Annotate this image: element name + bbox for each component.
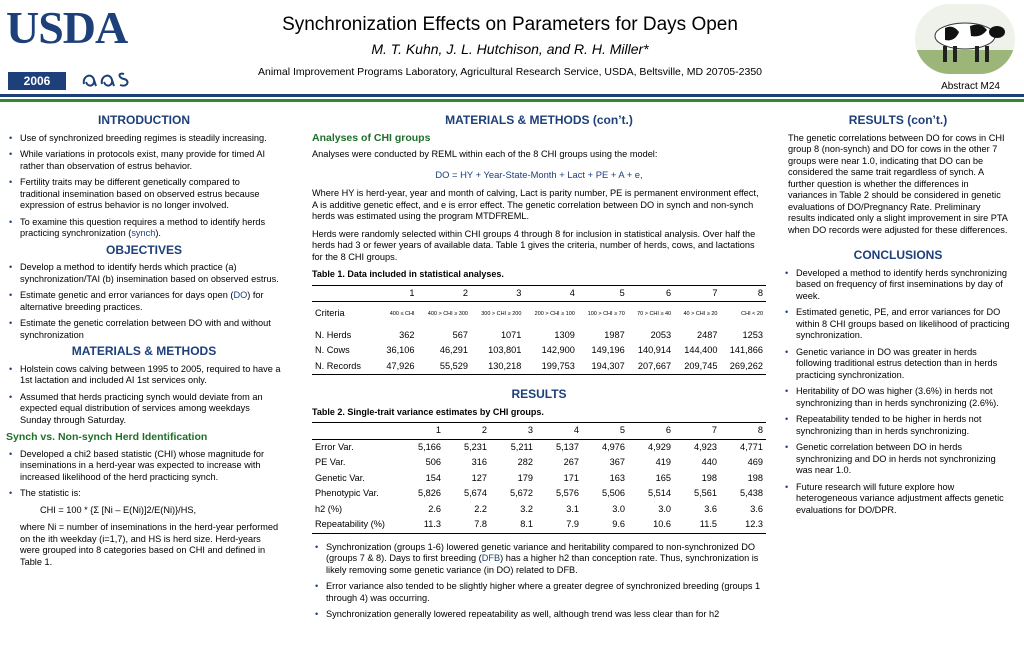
list-item: • Assumed that herds practicing synch would deviate from an expected equal distribution of services among weekdays Sunday through Saturday. bbox=[6, 392, 282, 427]
header-rule-green bbox=[0, 99, 1024, 102]
table-header-cell bbox=[312, 285, 378, 302]
list-item: • Error variance also tended to be slightly higher where a greater degree of synchronized breeding (groups 1 through 4) was occurring. bbox=[312, 581, 766, 604]
usda-logo: USDA bbox=[6, 2, 128, 53]
table-row bbox=[312, 471, 766, 487]
table-cell: 5,514 bbox=[648, 488, 671, 498]
list-item: • While variations in protocols exist, many provide for timed AI rather than observation of estrus behavior. bbox=[6, 149, 282, 172]
materials-methods-cont-heading: MATERIALS & METHODS (con’t.) bbox=[445, 113, 633, 127]
table-header-cell: 8 bbox=[721, 285, 767, 302]
list-item: • Genetic correlation between DO in herds synchronizing and DO in herds not synchronizing was near 1.0. bbox=[782, 442, 1014, 477]
table-cell: 400 > CHI ≥ 300 bbox=[427, 311, 468, 317]
text: ) has a higher h2 than conception rate. Thus, synchronization is likely removing some genetic variance (in DO) related to DFB. bbox=[326, 553, 759, 575]
table-cell: 163 bbox=[609, 472, 625, 483]
table-cell: 5,674 bbox=[464, 488, 487, 498]
table-cell: 4,976 bbox=[602, 441, 625, 452]
abstract-label: Abstract M24 bbox=[941, 81, 1000, 92]
table-cell: 300 > CHI ≥ 200 bbox=[481, 311, 522, 317]
list-item: • Future research will future explore how heterogeneous variance adjustment affects genetic evaluations for DO/DPR. bbox=[782, 482, 1014, 517]
right-column bbox=[782, 112, 1014, 521]
table2-caption: Table 2. Single-trait variance estimates by CHI groups. bbox=[312, 406, 544, 417]
results-heading: RESULTS bbox=[511, 387, 567, 401]
table-header-cell: 4 bbox=[524, 285, 577, 302]
row-label: N. Herds bbox=[315, 329, 352, 340]
list-item: • Estimate the genetic correlation between DO with and without synchronization bbox=[6, 318, 282, 341]
list-item bbox=[6, 217, 282, 240]
text: Synchronization (groups 1-6) lowered genetic variance and heritability compared to non-synchronized DO (groups 7 & 8). Days to first breeding ( bbox=[326, 541, 755, 563]
list-item bbox=[6, 290, 282, 313]
chi-definition: where Ni = number of inseminations in the herd-year performed on the ith weekday (i=1,7), and HS is herd size. Herd-years were grouped into 8 categories based on CHI and defined in Table 1. bbox=[20, 522, 279, 567]
table-cell: 5,561 bbox=[694, 488, 717, 498]
center-column bbox=[312, 112, 766, 626]
table-cell: 3.2 bbox=[520, 503, 533, 514]
table-cell: 3.6 bbox=[704, 503, 717, 514]
list-item: • Holstein cows calving between 1995 to 2005, required to have a 1st lactation and included AI 1st services only. bbox=[6, 364, 282, 387]
table-cell: 1309 bbox=[554, 329, 575, 340]
table-cell: 154 bbox=[425, 472, 441, 483]
text: ) for alternative breeding practices. bbox=[20, 290, 264, 312]
table-cell: 3.0 bbox=[658, 503, 671, 514]
list-item: • Repeatability tended to be higher in herds not synchronizing than in herds synchronizing. bbox=[782, 414, 1014, 437]
table-header-cell: 3 bbox=[490, 423, 536, 440]
table-header-cell: 6 bbox=[628, 423, 674, 440]
table-cell: 7.8 bbox=[444, 517, 490, 533]
table-cell: 269,262 bbox=[721, 359, 767, 375]
table-header-cell bbox=[312, 423, 398, 440]
table-cell: 440 bbox=[701, 457, 717, 467]
table-row bbox=[312, 439, 766, 455]
table-cell: 140,914 bbox=[637, 345, 672, 355]
table-row bbox=[312, 517, 766, 533]
row-label: N. Records bbox=[312, 359, 378, 375]
results-cont-heading: RESULTS (con’t.) bbox=[848, 113, 948, 127]
table-cell: 282 bbox=[517, 457, 533, 467]
table-cell: 367 bbox=[609, 457, 625, 467]
table-cell: 5,231 bbox=[464, 441, 487, 452]
conclusions-list bbox=[782, 268, 1014, 517]
table-cell: 10.6 bbox=[628, 517, 674, 533]
objectives-list bbox=[6, 262, 282, 341]
row-label: Repeatability (%) bbox=[312, 517, 398, 533]
table-cell: 8.1 bbox=[490, 517, 536, 533]
table-cell: 198 bbox=[701, 472, 717, 483]
table-cell: 3.6 bbox=[750, 503, 763, 514]
introduction-heading: INTRODUCTION bbox=[98, 113, 190, 127]
table2 bbox=[312, 422, 766, 534]
objectives-heading: OBJECTIVES bbox=[105, 242, 183, 257]
list-item: • Develop a method to identify herds which practice (a) synchronization/TAI (b) insemination based on observed estrus. bbox=[6, 262, 282, 285]
model-equation: DO = HY + Year-State-Month + Lact + PE + A + e, bbox=[435, 168, 643, 180]
table-cell: 5,137 bbox=[556, 441, 579, 452]
table-cell: 4,929 bbox=[648, 441, 671, 452]
paragraph: Analyses were conducted by REML within each of the 8 CHI groups using the model: bbox=[312, 149, 658, 159]
table-cell: 40 > CHI ≥ 20 bbox=[683, 311, 718, 317]
table-cell: 5,166 bbox=[418, 441, 441, 452]
table-header-cell: 4 bbox=[536, 423, 582, 440]
year-badge: 2006 bbox=[8, 72, 66, 90]
table-cell: 3.1 bbox=[566, 503, 579, 514]
table-header-cell: 1 bbox=[398, 423, 444, 440]
table-cell: 7.9 bbox=[536, 517, 582, 533]
table-row bbox=[312, 302, 766, 328]
results-list bbox=[312, 542, 766, 621]
table-cell: 200 > CHI ≥ 100 bbox=[534, 311, 575, 317]
table-cell: 47,926 bbox=[378, 359, 417, 375]
table-row bbox=[312, 328, 766, 344]
table-cell: 5,576 bbox=[556, 488, 579, 498]
table-cell: 165 bbox=[655, 472, 671, 483]
list-item: • The statistic is: bbox=[6, 488, 282, 500]
chi-formula: CHI = 100 * {Σ [Ni – E(Ni)]2/E(Ni)}/HS, bbox=[40, 504, 197, 515]
table-cell: 11.5 bbox=[674, 517, 720, 533]
table-cell: 5,826 bbox=[418, 488, 441, 498]
materials-list bbox=[6, 364, 282, 427]
table-cell: 142,900 bbox=[541, 345, 575, 355]
table-cell: 46,291 bbox=[439, 345, 468, 355]
table-cell: 362 bbox=[399, 329, 415, 340]
materials-methods-heading: MATERIALS & METHODS bbox=[71, 344, 217, 358]
table-cell: 3.0 bbox=[612, 503, 625, 514]
table-cell: 4,923 bbox=[694, 441, 717, 452]
table-cell: 5,438 bbox=[740, 488, 763, 498]
table-cell: 1987 bbox=[604, 329, 625, 340]
dfb-term: DFB bbox=[481, 553, 501, 563]
table-header-cell: 2 bbox=[444, 423, 490, 440]
table-cell: 5,672 bbox=[510, 488, 533, 498]
table-cell: 55,529 bbox=[417, 359, 470, 375]
table-header-cell: 8 bbox=[720, 423, 766, 440]
table-row bbox=[312, 502, 766, 518]
table-cell: 2053 bbox=[650, 329, 672, 340]
table-header-cell: 7 bbox=[674, 285, 720, 302]
row-label: h2 (%) bbox=[315, 503, 343, 514]
conclusions-heading: CONCLUSIONS bbox=[853, 248, 943, 262]
aas-logo-icon bbox=[80, 66, 132, 90]
introduction-list bbox=[6, 133, 282, 240]
table-cell: 36,106 bbox=[386, 345, 415, 355]
holstein-cow-photo bbox=[915, 4, 1015, 74]
list-item: • Genetic variance in DO was greater in herds following traditional estrus detection than in herds practicing synchronization. bbox=[782, 347, 1014, 382]
list-item: • Use of synchronized breeding regimes is steadily increasing. bbox=[6, 133, 282, 145]
table-cell: 194,307 bbox=[578, 359, 628, 375]
row-label: Phenotypic Var. bbox=[315, 488, 379, 498]
table-cell: 130,218 bbox=[471, 359, 524, 375]
table-cell: 267 bbox=[563, 457, 579, 467]
table-cell: 141,866 bbox=[729, 345, 763, 355]
table-cell: 207,667 bbox=[628, 359, 674, 375]
row-label: PE Var. bbox=[315, 457, 346, 467]
table-header-cell: 3 bbox=[471, 285, 524, 302]
do-term: DO bbox=[233, 290, 248, 300]
synch-identification-heading: Synch vs. Non-synch Herd Identification bbox=[6, 431, 208, 443]
table-cell: 2.2 bbox=[474, 503, 487, 514]
table-cell: 506 bbox=[425, 457, 441, 467]
table-cell: 1071 bbox=[500, 329, 522, 340]
table-cell: 316 bbox=[471, 457, 487, 467]
row-label: Criteria bbox=[315, 308, 345, 318]
synch-term: synch bbox=[131, 228, 156, 238]
table-header-cell: 1 bbox=[378, 285, 417, 302]
row-label: Error Var. bbox=[315, 441, 354, 452]
list-item: • Estimated genetic, PE, and error variances for DO within 8 CHI groups based on likelihood of practicing synchronization. bbox=[782, 307, 1014, 342]
table-cell: 127 bbox=[471, 472, 487, 483]
table-header-cell: 6 bbox=[628, 285, 674, 302]
table-cell: 9.6 bbox=[582, 517, 628, 533]
table-cell: 2487 bbox=[697, 329, 718, 340]
text: Estimate genetic and error variances for days open ( bbox=[20, 290, 234, 300]
poster-title: Synchronization Effects on Parameters for Days Open bbox=[282, 14, 738, 35]
table-cell: 198 bbox=[747, 472, 763, 483]
table-cell: 199,753 bbox=[524, 359, 577, 375]
table-cell: 2.6 bbox=[428, 503, 441, 514]
table-cell: 469 bbox=[747, 457, 763, 467]
row-label: Genetic Var. bbox=[315, 472, 365, 483]
table-cell: 144,400 bbox=[684, 345, 718, 355]
table-cell: 179 bbox=[517, 472, 533, 483]
text: To examine this question requires a method to identify herds practicing synchronization ( bbox=[20, 216, 266, 238]
table-cell: 171 bbox=[563, 472, 579, 483]
list-item: • Developed a chi2 based statistic (CHI) whose magnitude for inseminations in a herd-year was expected to increase with increased likelihood of the herd practicing synch. bbox=[6, 449, 282, 484]
table-cell: 400 ≤ CHI bbox=[389, 311, 415, 317]
table-row bbox=[312, 455, 766, 471]
list-item: • Synchronization generally lowered repeatability as well, although trend was less clear than for h2 bbox=[312, 609, 766, 621]
table-cell: 567 bbox=[452, 329, 468, 340]
paragraph: Herds were randomly selected within CHI groups 4 through 8 for inclusion in statistical analysis. Over half the herds had 3 or fewer years of available data. Table 1 gives the criteria, number of herds, cows, and lactations for the 8 CHI groups. bbox=[312, 228, 756, 262]
row-label: N. Cows bbox=[315, 345, 350, 355]
table-cell: CHI < 20 bbox=[741, 311, 763, 317]
table-cell: 149,196 bbox=[591, 345, 625, 355]
analyses-subheading: Analyses of CHI groups bbox=[312, 131, 431, 144]
table1 bbox=[312, 285, 766, 376]
table-cell: 70 > CHI ≥ 40 bbox=[637, 311, 672, 317]
table-cell: 100 > CHI ≥ 70 bbox=[587, 311, 625, 317]
table-cell: 12.3 bbox=[720, 517, 766, 533]
table-cell: 103,801 bbox=[488, 345, 522, 355]
authors: M. T. Kuhn, J. L. Hutchison, and R. H. Miller* bbox=[371, 41, 649, 57]
table-header-cell: 5 bbox=[578, 285, 628, 302]
table-cell: 4,771 bbox=[740, 441, 763, 452]
cow-icon bbox=[915, 4, 1015, 74]
header-rule-blue bbox=[0, 94, 1024, 97]
table-row bbox=[312, 486, 766, 502]
table-cell: 1253 bbox=[742, 329, 763, 340]
table-cell: 5,211 bbox=[510, 441, 533, 452]
table-cell: 11.3 bbox=[398, 517, 444, 533]
list-item: • Developed a method to identify herds synchronizing based on frequency of first inseminations by day of week. bbox=[782, 268, 1014, 303]
text: ). bbox=[155, 228, 161, 238]
list-item: • Heritability of DO was higher (3.6%) in herds not synchronizing than in herds synchronizing (2.6%). bbox=[782, 386, 1014, 409]
paragraph: The genetic correlations between DO for cows in CHI group 8 (non-synch) and DO for cows in the other 7 groups were near 1.0, indicating that DO can be considered the same trait regardless of synch. A further question is whether the differences in variances in Table 2 should be considered in genetic evaluations of DO/Pregnancy Rate. Preliminary results indicated only a slight improvement in sire PTA when DO records were adjusted for these differences. bbox=[788, 132, 1008, 235]
synch-list bbox=[6, 449, 282, 500]
table-row bbox=[312, 343, 766, 359]
table-header-cell: 2 bbox=[417, 285, 470, 302]
table-header-cell: 5 bbox=[582, 423, 628, 440]
left-column bbox=[6, 112, 282, 574]
list-item bbox=[312, 542, 766, 577]
list-item: • Fertility traits may be different genetically compared to traditional insemination based on observed estrus because expression of estrus behavior is no longer involved. bbox=[6, 177, 282, 212]
table-header-cell: 7 bbox=[674, 423, 720, 440]
affiliation: Animal Improvement Programs Laboratory, Agricultural Research Service, USDA, Beltsville, MD 20705-2350 bbox=[257, 66, 762, 78]
table-row bbox=[312, 359, 766, 375]
table-cell: 5,506 bbox=[602, 488, 625, 498]
paragraph: Where HY is herd-year, year and month of calving, Lact is parity number, PE is permanent environment effect, A is additive genetic effect, and e is error effect. The genetic correlation between DO in synch and non-synch herds was estimated using the program MTDFREML. bbox=[312, 188, 759, 221]
table-cell: 419 bbox=[655, 457, 671, 467]
table1-caption: Table 1. Data included in statistical analyses. bbox=[312, 269, 504, 279]
table-cell: 209,745 bbox=[674, 359, 720, 375]
